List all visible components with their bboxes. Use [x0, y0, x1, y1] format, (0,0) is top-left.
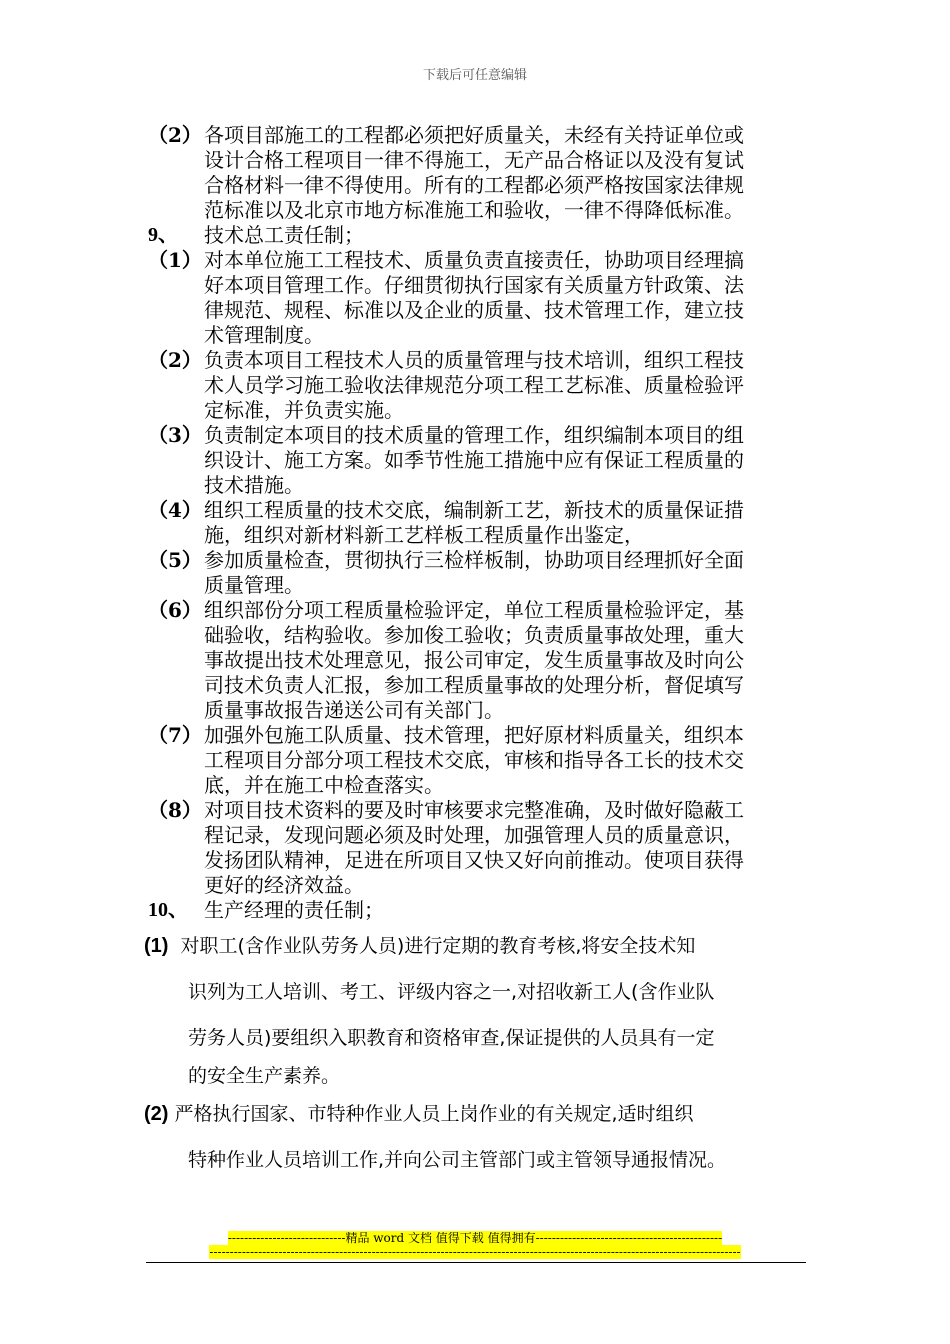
- section-10-items: [144, 923, 813, 1183]
- item-line: 劳务人员)要组织入职教育和资格审查,保证提供的人员具有一定: [188, 1027, 715, 1049]
- paragraph-item: [148, 248, 813, 348]
- item-line: 质量事故报告递送公司有关部门。: [204, 698, 504, 722]
- footer-dash-line: -----------------------------------------------------------------------------------------------------------------------------------: [209, 1245, 741, 1259]
- item-number: (2): [144, 1103, 169, 1125]
- section-title: 生产经理的责任制；: [204, 898, 384, 922]
- paragraph-item: [144, 1091, 813, 1183]
- item-number: （2）: [148, 123, 202, 147]
- footer-text: -----------------------------精品 word 文档 值得下载 值得拥有----------------------------------------------: [227, 1231, 723, 1245]
- item-line: 加强外包施工队质量、技术管理，把好原材料质量关，组织本: [204, 723, 744, 747]
- item-line: 织设计、施工方案。如季节性施工措施中应有保证工程质量的: [204, 448, 744, 472]
- item-line: 律规范、规程、标准以及企业的质量、技术管理工作，建立技: [204, 298, 744, 322]
- item-line: 础验收，结构验收。参加俊工验收；负责质量事故处理，重大: [204, 623, 744, 647]
- item-line: 组织工程质量的技术交底，编制新工艺，新技术的质量保证措: [204, 498, 744, 522]
- footer-rule: [146, 1262, 806, 1263]
- item-number: （7）: [148, 723, 202, 747]
- document-body: [144, 123, 813, 1183]
- item-line: 负责制定本项目的技术质量的管理工作，组织编制本项目的组: [204, 423, 744, 447]
- section-title: 技术总工责任制；: [204, 223, 364, 247]
- section-number: 9、: [148, 224, 178, 246]
- item-line: 对职工(含作业队劳务人员)进行定期的教育考核,将安全技术知: [180, 935, 696, 957]
- item-line: 事故提出技术处理意见，报公司审定，发生质量事故及时向公: [204, 648, 744, 672]
- item-number: （8）: [148, 798, 202, 822]
- paragraph-item: [148, 798, 813, 898]
- section-heading: [148, 898, 813, 923]
- page-header: 下载后可任意编辑: [422, 68, 527, 83]
- item-line: 对本单位施工工程技术、质量负责直接责任，协助项目经理搞: [204, 248, 744, 272]
- footer-note: [0, 1229, 950, 1246]
- item-line: 技术措施。: [204, 473, 304, 497]
- item-line: 的安全生产素养。: [188, 1065, 341, 1087]
- item-line: 各项目部施工的工程都必须把好质量关，未经有关持证单位或: [204, 123, 744, 147]
- item-line: 底，并在施工中检查落实。: [204, 773, 444, 797]
- item-line: 好本项目管理工作。仔细贯彻执行国家有关质量方针政策、法: [204, 273, 744, 297]
- paragraph-item: [148, 723, 813, 798]
- item-number: （4）: [148, 498, 202, 522]
- section-heading: [148, 223, 813, 248]
- item-line: 定标准，并负责实施。: [204, 398, 404, 422]
- item-number: （5）: [148, 548, 202, 572]
- section-number: 10、: [148, 899, 188, 921]
- item-line: 组织部份分项工程质量检验评定，单位工程质量检验评定，基: [204, 598, 744, 622]
- item-line: 范标准以及北京市地方标准施工和验收，一律不得降低标准。: [204, 198, 744, 222]
- item-number: （1）: [148, 248, 202, 272]
- paragraph-item: [148, 348, 813, 423]
- paragraph-item: [148, 498, 813, 548]
- item-line: 司技术负责人汇报，参加工程质量事故的处理分析，督促填写: [204, 673, 744, 697]
- item-line: 发扬团队精神，足进在所项目又快又好向前推动。使项目获得: [204, 848, 744, 872]
- footer-dashes: [0, 1245, 950, 1259]
- item-line: 质量管理。: [204, 573, 304, 597]
- item-number: （2）: [148, 348, 202, 372]
- item-line: 参加质量检查，贯彻执行三检样板制，协助项目经理抓好全面: [204, 548, 744, 572]
- paragraph-item: [148, 548, 813, 598]
- item-line: 设计合格工程项目一律不得施工，无产品合格证以及没有复试: [204, 148, 744, 172]
- item-line: 识列为工人培训、考工、评级内容之一,对招收新工人(含作业队: [188, 981, 715, 1003]
- item-line: 工程项目分部分项工程技术交底，审核和指导各工长的技术交: [204, 748, 744, 772]
- item-line: 负责本项目工程技术人员的质量管理与技术培训，组织工程技: [204, 348, 744, 372]
- item-line: 严格执行国家、市特种作业人员上岗作业的有关规定,适时组织: [174, 1103, 694, 1125]
- item-line: 术人员学习施工验收法律规范分项工程工艺标准、质量检验评: [204, 373, 744, 397]
- paragraph-item: [148, 123, 813, 223]
- paragraph-item: [148, 423, 813, 498]
- item-number: (1): [144, 935, 169, 957]
- item-line: 特种作业人员培训工作,并向公司主管部门或主管领导通报情况。: [188, 1149, 727, 1171]
- item-number: （3）: [148, 423, 202, 447]
- item-line: 术管理制度。: [204, 323, 324, 347]
- item-number: （6）: [148, 598, 202, 622]
- paragraph-item: [148, 598, 813, 723]
- item-line: 合格材料一律不得使用。所有的工程都必须严格按国家法律规: [204, 173, 744, 197]
- item-line: 程记录，发现问题必须及时处理，加强管理人员的质量意识，: [204, 823, 744, 847]
- item-line: 更好的经济效益。: [204, 873, 364, 897]
- item-line: 施，组织对新材料新工艺样板工程质量作出鉴定，: [204, 523, 644, 547]
- paragraph-item: [144, 923, 813, 1091]
- item-line: 对项目技术资料的要及时审核要求完整准确，及时做好隐蔽工: [204, 798, 744, 822]
